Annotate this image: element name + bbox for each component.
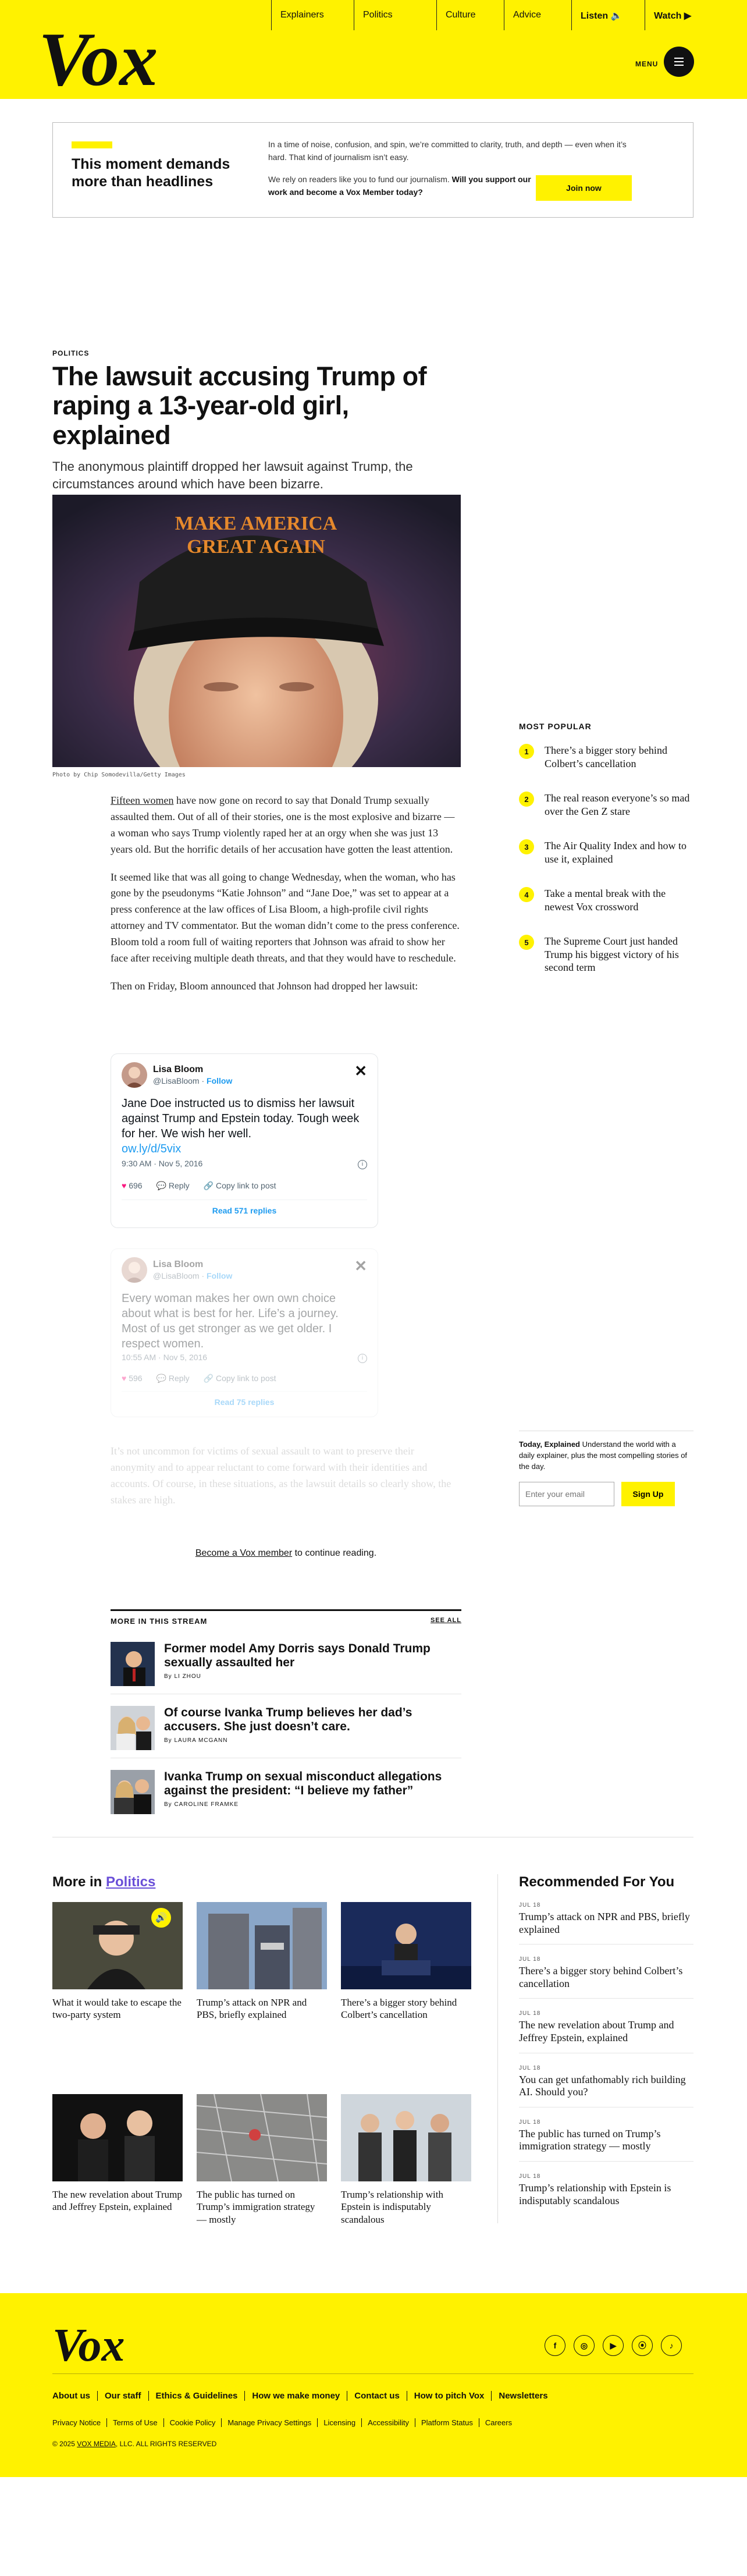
most-popular-item[interactable] — [519, 887, 693, 922]
recommended-item[interactable] — [519, 2065, 693, 2107]
support-appeal-text: We rely on readers like you to fund our journalism. — [268, 175, 450, 184]
footer-link-how-we-make-money[interactable]: How we make money — [244, 2391, 347, 2401]
stream-item-byline: By LAURA MCGANN — [164, 1737, 228, 1744]
nav-listen[interactable] — [571, 0, 645, 30]
article-dek: The anonymous plaintiff dropped her lawsuit against Trump, the circumstances around which have been bizarre. — [52, 459, 413, 491]
stream-item-byline: By CAROLINE FRAMKE — [164, 1801, 239, 1808]
nav-advice[interactable]: Advice — [504, 0, 571, 30]
tweet-handle: @LisaBloom · Follow — [153, 1271, 233, 1280]
story-title[interactable]: Trump’s relationship with Epstein is indisputably scandalous — [341, 2189, 443, 2225]
recommended-for-you — [519, 1874, 693, 2215]
reply-label: Reply — [168, 1181, 190, 1190]
story-title[interactable]: The public has turned on Trump’s immigration strategy — mostly — [197, 2189, 315, 2225]
paragraph-1-text: have now gone on record to say that Donald Trump sexually assaulted them. Out of all of their stories, one is the most explosive and bizarre — a woman who says Trump violently raped her at an orgy when she was just 13 years old. But the horrific details of her accusation have gotten the least attention. — [111, 794, 455, 855]
recommended-item[interactable] — [519, 1902, 693, 1945]
sign-up-button[interactable]: Sign Up — [621, 1482, 675, 1506]
story-card[interactable] — [197, 1902, 327, 2021]
read-replies-button[interactable]: Read 571 replies — [122, 1200, 367, 1219]
footer-primary-links — [52, 2391, 555, 2401]
support-banner — [52, 122, 693, 218]
footer-link-terms[interactable]: Terms of Use — [106, 2418, 163, 2427]
vox-media-link[interactable]: VOX MEDIA — [77, 2440, 116, 2448]
reply-icon: 💬 — [156, 1181, 166, 1190]
newsletter-name: Today, Explained — [519, 1440, 580, 1449]
copy-link-action[interactable] — [204, 1374, 276, 1383]
heart-icon: ♥ — [122, 1374, 127, 1383]
most-popular — [519, 722, 693, 974]
tweet-timestamp[interactable]: 9:30 AM · Nov 5, 2016 — [122, 1159, 203, 1168]
recommended-date: JUL 18 — [519, 2119, 541, 2126]
copy-link-action[interactable] — [204, 1181, 276, 1191]
reply-label: Reply — [168, 1374, 190, 1383]
tweet-text — [122, 1096, 366, 1156]
tweet-follow-button[interactable]: Follow — [207, 1076, 233, 1085]
copy-link-icon: 🔗 — [203, 1181, 214, 1190]
paragraph-3: Then on Friday, Bloom announced that Johnson had dropped her lawsuit: — [111, 980, 418, 992]
story-title[interactable]: There’s a bigger story behind Colbert’s cancellation — [341, 1997, 457, 2021]
speaker-icon[interactable]: 🔊 — [151, 1908, 171, 1928]
support-text: In a time of noise, confusion, and spin, we’re committed to clarity, truth, and depth — even when it’s hard. That kind of journalism isn’t easy. — [268, 140, 627, 162]
recommended-date: JUL 18 — [519, 1902, 541, 1908]
recommended-link[interactable]: You can get unfathomably rich building AI. Should you? — [519, 2073, 686, 2098]
copy-link-label: Copy link to post — [216, 1374, 276, 1383]
recommended-link[interactable]: There’s a bigger story behind Colbert’s cancellation — [519, 1965, 683, 1989]
footer-link-careers[interactable]: Careers — [479, 2418, 518, 2427]
footer-link-ethics[interactable]: Ethics & Guidelines — [148, 2391, 245, 2401]
like-action[interactable] — [122, 1374, 143, 1383]
stream-item-byline: By LI ZHOU — [164, 1673, 201, 1680]
stream-title: MORE IN THIS STREAM — [111, 1617, 208, 1626]
stream-item-title[interactable]: Ivanka Trump on sexual misconduct allegations against the president: “I believe my father” — [164, 1770, 442, 1798]
most-popular-link[interactable]: There’s a bigger story behind Colbert’s cancellation — [545, 744, 667, 769]
email-field[interactable] — [519, 1482, 614, 1506]
footer-vox-logo[interactable] — [52, 2322, 134, 2372]
most-popular-item[interactable] — [519, 839, 693, 874]
story-image[interactable] — [341, 1902, 471, 1989]
nav-politics[interactable]: Politics — [354, 0, 436, 30]
vox-logo-text: Vox — [38, 28, 158, 98]
recommended-link[interactable]: Trump’s relationship with Epstein is indisputably scandalous — [519, 2181, 671, 2206]
support-headline: This moment demands more than headlines — [72, 156, 230, 190]
recommended-title: Recommended For You — [519, 1874, 675, 1890]
rank-number: 4 — [519, 887, 534, 902]
most-popular-item[interactable] — [519, 744, 693, 779]
rank-number: 2 — [519, 792, 534, 807]
hero-image — [52, 495, 461, 767]
x-logo-icon[interactable]: ✕ — [354, 1062, 367, 1080]
story-image[interactable] — [197, 2094, 327, 2181]
recommended-item[interactable] — [519, 1956, 693, 1999]
heart-icon: ♥ — [122, 1181, 127, 1190]
tweet-author-name[interactable]: Lisa Bloom — [153, 1065, 204, 1074]
more-in-politics — [52, 1874, 471, 2286]
footer-divider — [52, 2373, 693, 2374]
like-count: 696 — [129, 1181, 143, 1190]
most-popular-title: MOST POPULAR — [519, 722, 592, 731]
article-body — [111, 793, 461, 1006]
story-image[interactable] — [52, 2094, 183, 2181]
reply-action[interactable] — [156, 1374, 190, 1383]
most-popular-link[interactable]: Take a mental break with the newest Vox crossword — [545, 888, 666, 913]
info-icon[interactable]: i — [358, 1160, 367, 1169]
site-footer — [0, 2293, 747, 2477]
recommended-link[interactable]: The public has turned on Trump’s immigration strategy — mostly — [519, 2127, 661, 2152]
reply-action[interactable] — [156, 1181, 190, 1191]
tweet-text: Every woman makes her own own choice about what is best for her. Life’s a journey. Most of us get stronger as we get older. I respect women. — [122, 1292, 339, 1350]
rss-icon[interactable]: ⦿ — [632, 2335, 653, 2356]
footer-link-cookie-policy[interactable]: Cookie Policy — [163, 2418, 222, 2427]
footer-link-newsletters[interactable]: Newsletters — [491, 2391, 554, 2401]
stream-thumbnail[interactable] — [111, 1642, 155, 1686]
copy-link-icon: 🔗 — [203, 1374, 214, 1383]
embedded-tweet[interactable] — [111, 1053, 378, 1228]
avatar[interactable] — [122, 1062, 147, 1088]
image-caption: Photo by Chip Somodevilla/Getty Images — [52, 772, 186, 778]
stream-item-title[interactable]: Of course Ivanka Trump believes her dad’s accusers. She just doesn’t care. — [164, 1706, 412, 1734]
story-title[interactable]: What it would take to escape the two-party system — [52, 1997, 182, 2021]
like-count: 596 — [129, 1374, 143, 1383]
support-appeal-bold: Will you support our work and become a Vox Member today? — [268, 175, 531, 197]
play-icon: ▶ — [684, 11, 692, 21]
stream-item[interactable] — [111, 1694, 461, 1758]
tiktok-icon[interactable]: ♪ — [661, 2335, 682, 2356]
story-card[interactable] — [197, 2094, 327, 2226]
stream-thumbnail[interactable] — [111, 1770, 155, 1814]
info-icon[interactable]: i — [358, 1354, 367, 1363]
reply-icon: 💬 — [156, 1374, 166, 1383]
tweet-handle: @LisaBloom · Follow — [153, 1076, 233, 1085]
story-card[interactable] — [52, 2094, 183, 2213]
copyright-suffix: , LLC. ALL RIGHTS RESERVED — [115, 2440, 217, 2448]
column-divider — [497, 1874, 498, 2223]
rank-number: 3 — [519, 839, 534, 854]
like-action[interactable] — [122, 1181, 143, 1191]
more-in-politics-title — [52, 1874, 471, 1890]
stream-thumbnail[interactable] — [111, 1706, 155, 1750]
support-accent-bar — [72, 141, 112, 148]
most-popular-item[interactable] — [519, 792, 693, 826]
footer-link-contact-us[interactable]: Contact us — [347, 2391, 407, 2401]
footer-link-about-us[interactable]: About us — [52, 2391, 90, 2401]
facebook-icon[interactable]: f — [545, 2335, 565, 2356]
copyright — [52, 2440, 216, 2448]
recommended-date: JUL 18 — [519, 2064, 541, 2071]
footer-link-our-staff[interactable]: Our staff — [97, 2391, 148, 2401]
join-now-button[interactable]: Join now — [536, 175, 632, 201]
newsletter-blurb: Understand the world with a daily explainer, plus the most compelling stories of the day. — [519, 1440, 688, 1471]
paywall-cta — [111, 1548, 461, 1559]
vox-logo[interactable] — [38, 28, 178, 101]
recommended-item[interactable] — [519, 2173, 693, 2215]
tweet-author-name[interactable]: Lisa Bloom — [153, 1259, 204, 1269]
tweet-handle-text: @LisaBloom — [153, 1271, 200, 1280]
paragraph-2: It seemed like that was all going to change Wednesday, when the woman, who has gone by the pseudonyms “Katie Johnson” and “Jane Doe,” was set to appear at a press conference at the law offices of Lisa Bloom, a high-profile civil rights attorney and TV commentator. But the woman didn’t come to the press conference. Bloom told a room full of waiting reporters that Johnson was afraid to show her face after receiving multiple death threats, and that they would have to reschedule. — [111, 871, 460, 964]
footer-link-licensing[interactable]: Licensing — [317, 2418, 361, 2427]
tweet-follow-button[interactable]: Follow — [207, 1271, 233, 1280]
story-title[interactable]: Trump’s attack on NPR and PBS, briefly explained — [197, 1997, 307, 2021]
become-member-link[interactable]: Become a Vox member — [195, 1548, 293, 1558]
stream-header — [111, 1609, 461, 1626]
recommended-date: JUL 18 — [519, 2010, 541, 2017]
footer-link-privacy-notice[interactable]: Privacy Notice — [52, 2418, 101, 2427]
recommended-item[interactable] — [519, 2010, 693, 2053]
more-in-stream — [111, 1609, 461, 1822]
watch-label: Watch — [654, 11, 682, 21]
tweet-actions — [122, 1374, 276, 1383]
nav-watch[interactable] — [645, 0, 714, 30]
tweet-actions — [122, 1181, 276, 1191]
rank-number: 5 — [519, 935, 534, 950]
youtube-icon[interactable]: ▶ — [603, 2335, 624, 2356]
article-kicker[interactable]: POLITICS — [52, 349, 90, 357]
story-image[interactable] — [341, 2094, 471, 2181]
most-popular-link[interactable]: The Air Quality Index and how to use it, explained — [545, 840, 686, 865]
nav-culture[interactable]: Culture — [436, 0, 504, 30]
read-replies-button[interactable]: Read 75 replies — [122, 1391, 367, 1411]
story-card[interactable] — [341, 1902, 471, 2021]
tweet-link[interactable]: ow.ly/d/5vix — [122, 1142, 182, 1155]
rank-number: 1 — [519, 744, 534, 759]
faded-paragraph: It’s not uncommon for victims of sexual assault to want to preserve their anonymity and to appear reluctant to come forward with their identities and accounts. Of course, in these situations, as the lawsuit details so clearly show, the stakes are high. — [111, 1445, 451, 1506]
politics-link[interactable]: Politics — [106, 1874, 156, 1890]
stream-item[interactable] — [111, 1758, 461, 1822]
footer-legal-links — [52, 2418, 518, 2427]
story-image[interactable] — [52, 1902, 183, 1989]
recommended-date: JUL 18 — [519, 2173, 541, 2180]
tweet-text-body: Jane Doe instructed us to dismiss her lawsuit against Trump and Epstein today. Tough week for her. We wish her well. — [122, 1097, 360, 1140]
paragraph-1 — [111, 793, 461, 858]
recommended-link[interactable]: The new revelation about Trump and Jeffrey Epstein, explained — [519, 2019, 674, 2043]
speaker-icon: 🔈 — [610, 11, 622, 21]
story-image[interactable] — [197, 1902, 327, 1989]
listen-label: Listen — [581, 11, 609, 21]
copy-link-label: Copy link to post — [216, 1181, 276, 1190]
top-nav — [271, 0, 747, 30]
nav-explainers[interactable]: Explainers — [271, 0, 354, 30]
more-in-prefix: More in — [52, 1874, 106, 1890]
fifteen-women-link[interactable]: Fifteen women — [111, 794, 174, 806]
recommended-item[interactable] — [519, 2119, 693, 2162]
social-links — [545, 2335, 682, 2356]
most-popular-item[interactable] — [519, 935, 693, 974]
paywall-cta-text: to continue reading. — [292, 1548, 377, 1558]
newsletter-description — [519, 1439, 693, 1472]
footer-link-accessibility[interactable]: Accessibility — [361, 2418, 415, 2427]
footer-logo-text: Vox — [52, 2322, 125, 2369]
copyright-prefix: © 2025 — [52, 2440, 77, 2448]
most-popular-link[interactable]: The real reason everyone’s so mad over the Gen Z stare — [545, 792, 690, 817]
tweet-handle-text: @LisaBloom — [153, 1076, 200, 1085]
x-logo-icon[interactable]: ✕ — [354, 1257, 367, 1275]
recommended-date: JUL 18 — [519, 1956, 541, 1963]
newsletter-signup — [519, 1431, 693, 1506]
instagram-icon[interactable]: ◎ — [574, 2335, 595, 2356]
hat-text-2: GREAT AGAIN — [187, 536, 325, 558]
see-all-link[interactable]: SEE ALL — [430, 1617, 461, 1624]
menu-label: MENU — [635, 60, 659, 68]
article-headline: The lawsuit accusing Trump of raping a 13-year-old girl, explained — [52, 361, 427, 450]
newsletter-form — [519, 1482, 693, 1506]
embedded-tweet[interactable] — [111, 1248, 378, 1417]
story-card[interactable] — [341, 2094, 471, 2226]
footer-link-pitch[interactable]: How to pitch Vox — [407, 2391, 492, 2401]
story-card[interactable] — [52, 1902, 183, 2021]
footer-link-platform-status[interactable]: Platform Status — [415, 2418, 479, 2427]
most-popular-link[interactable]: The Supreme Court just handed Trump his biggest victory of his second term — [545, 935, 679, 973]
hamburger-menu-icon[interactable] — [664, 47, 694, 77]
stream-item[interactable] — [111, 1630, 461, 1694]
hat-text-1: MAKE AMERICA — [175, 513, 337, 534]
story-title[interactable]: The new revelation about Trump and Jeffrey Epstein, explained — [52, 2189, 182, 2213]
site-header — [0, 0, 747, 99]
stream-item-title[interactable]: Former model Amy Dorris says Donald Trump sexually assaulted her — [164, 1642, 431, 1670]
avatar[interactable] — [122, 1257, 147, 1283]
support-appeal — [268, 173, 536, 199]
tweet-timestamp[interactable]: 10:55 AM · Nov 5, 2016 — [122, 1353, 208, 1362]
footer-link-privacy-settings[interactable]: Manage Privacy Settings — [221, 2418, 317, 2427]
recommended-link[interactable]: Trump’s attack on NPR and PBS, briefly explained — [519, 1911, 690, 1935]
